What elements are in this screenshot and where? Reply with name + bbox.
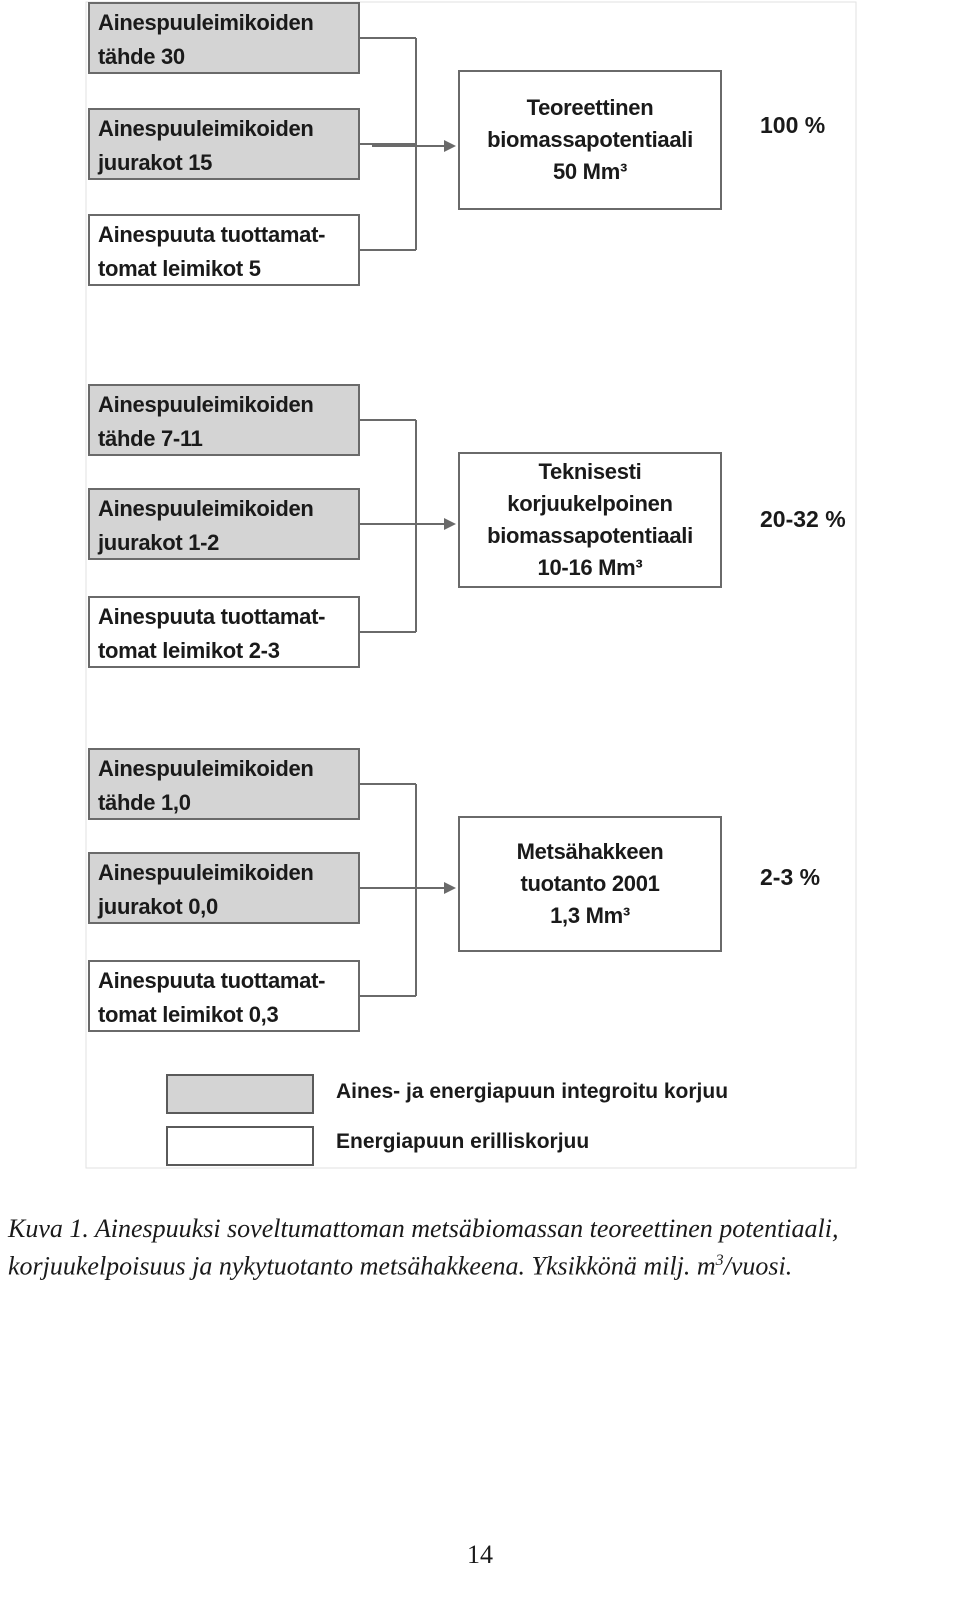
source-label-line2: tähde 30 [98, 44, 185, 69]
source-box-g3-1 [88, 748, 360, 820]
arrowhead-icon [444, 518, 456, 530]
source-box-g2-1 [88, 384, 360, 456]
source-label-line1: Ainespuuta tuottamat- [98, 222, 326, 247]
arrowhead-icon [444, 140, 456, 152]
source-label-line2: tomat leimikot 5 [98, 256, 261, 281]
source-box-g2-2 [88, 488, 360, 560]
page-number: 14 [467, 1540, 493, 1569]
caption-superscript: 3 [715, 1252, 724, 1269]
target-label-line: 1,3 Mm³ [550, 903, 630, 928]
source-label-line2: tähde 7-11 [98, 426, 203, 451]
target-box-production [458, 816, 722, 952]
legend-swatch-integrated [166, 1074, 314, 1114]
source-box-g2-3 [88, 596, 360, 668]
target-box-theoretical [458, 70, 722, 210]
legend-label-separate: Energiapuun erilliskorjuu [336, 1130, 590, 1153]
source-box-g3-2 [88, 852, 360, 924]
target-label-line: 50 Mm³ [553, 159, 627, 184]
source-label-line2: tomat leimikot 2-3 [98, 638, 280, 663]
target-label-line: tuotanto 2001 [520, 871, 660, 896]
source-label-line2: tomat leimikot 0,3 [98, 1002, 279, 1027]
source-label-line1: Ainespuuleimikoiden [98, 10, 314, 35]
percent-label-g3: 2-3 % [760, 864, 821, 890]
target-label-line: biomassapotentiaali [487, 523, 693, 548]
target-label-line: korjuukelpoinen [507, 491, 673, 516]
target-label-line: 10-16 Mm³ [537, 555, 643, 580]
target-label-line: Teknisesti [538, 459, 642, 484]
source-box-g3-3 [88, 960, 360, 1032]
source-label-line2: juurakot 1-2 [98, 530, 220, 555]
figure-caption [8, 1213, 953, 1283]
source-label-line2: juurakot 15 [98, 150, 213, 175]
source-label-line1: Ainespuuleimikoiden [98, 756, 314, 781]
source-label-line2: tähde 1,0 [98, 790, 191, 815]
percent-label-g2: 20-32 % [760, 506, 846, 532]
target-label-line: Teoreettinen [526, 95, 654, 120]
source-label-line1: Ainespuuleimikoiden [98, 116, 314, 141]
target-label-line: Metsähakkeen [516, 839, 664, 864]
legend-label-integrated: Aines- ja energiapuun integroitu korjuu [336, 1080, 729, 1103]
source-label-line1: Ainespuuta tuottamat- [98, 604, 326, 629]
source-box-g1-1 [88, 2, 360, 74]
percent-label-g1: 100 % [760, 112, 826, 138]
source-box-g1-2 [88, 108, 360, 180]
arrowhead-icon [444, 882, 456, 894]
source-label-line2: juurakot 0,0 [98, 894, 218, 919]
source-label-line1: Ainespuuta tuottamat- [98, 968, 326, 993]
legend-swatch-separate [166, 1126, 314, 1166]
source-label-line1: Ainespuuleimikoiden [98, 392, 314, 417]
caption-text: Kuva 1. Ainespuuksi soveltumattoman metsäbiomassan teoreettinen potentiaali, korjuukelpoisuus ja nykytuotanto metsähakkeena. Yksikkönä milj. m [8, 1214, 839, 1281]
target-box-technical [458, 452, 722, 588]
source-label-line1: Ainespuuleimikoiden [98, 496, 314, 521]
target-label-line: biomassapotentiaali [487, 127, 693, 152]
source-label-line1: Ainespuuleimikoiden [98, 860, 314, 885]
source-box-g1-3 [88, 214, 360, 286]
caption-suffix: /vuosi. [723, 1251, 793, 1281]
